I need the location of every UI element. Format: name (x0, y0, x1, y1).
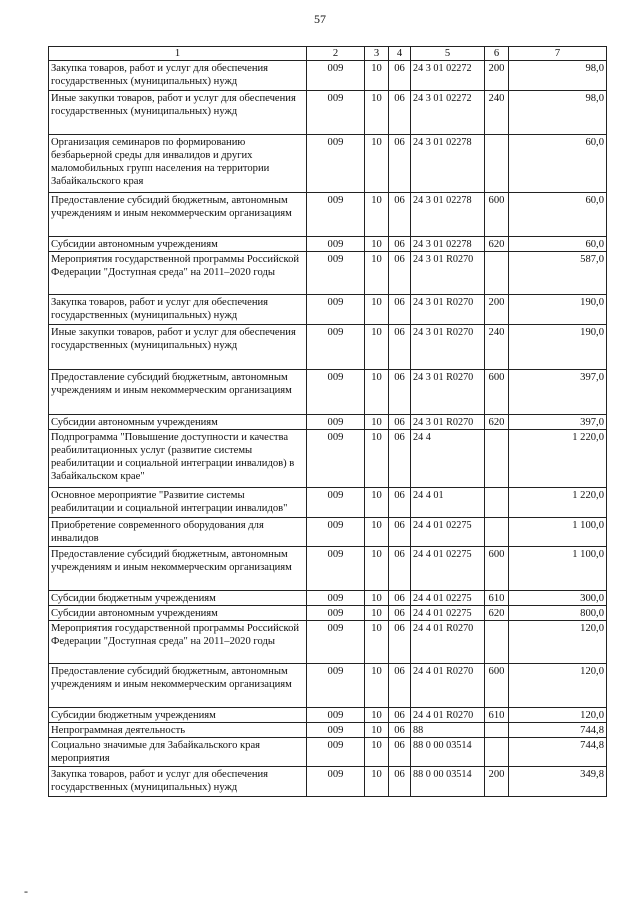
cell-rz: 10 (365, 547, 389, 591)
cell-pr: 06 (389, 295, 411, 325)
cell-csr: 24 4 01 R0270 (411, 708, 485, 723)
cell-pr: 06 (389, 370, 411, 415)
cell-vr: 610 (485, 591, 509, 606)
col-header-amount: 7 (509, 47, 607, 61)
cell-grbs: 009 (307, 193, 365, 237)
table-row (49, 91, 607, 135)
table-row (49, 295, 607, 325)
table-row (49, 738, 607, 767)
cell-amount: 98,0 (509, 91, 607, 135)
cell-csr: 24 3 01 R0270 (411, 415, 485, 430)
cell-amount: 397,0 (509, 415, 607, 430)
table-row (49, 370, 607, 415)
cell-csr: 24 4 01 02275 (411, 518, 485, 547)
cell-amount: 120,0 (509, 708, 607, 723)
cell-pr: 06 (389, 415, 411, 430)
cell-csr: 24 3 01 02272 (411, 91, 485, 135)
cell-csr: 88 (411, 723, 485, 738)
cell-rz: 10 (365, 415, 389, 430)
cell-name: Подпрограмма "Повышение доступности и качества реабилитационных услуг (развитие системы реабилитации и социальной интеграции инвалидов) в Забайкальском крае" (49, 430, 307, 488)
cell-amount: 1 220,0 (509, 430, 607, 488)
cell-pr: 06 (389, 91, 411, 135)
cell-name: Иные закупки товаров, работ и услуг для обеспечения государственных (муниципальных) нужд (49, 91, 307, 135)
cell-csr: 24 3 01 02272 (411, 61, 485, 91)
cell-grbs: 009 (307, 430, 365, 488)
cell-amount: 800,0 (509, 606, 607, 621)
cell-rz: 10 (365, 518, 389, 547)
cell-amount: 190,0 (509, 325, 607, 370)
cell-rz: 10 (365, 591, 389, 606)
cell-grbs: 009 (307, 606, 365, 621)
cell-csr: 24 3 01 R0270 (411, 252, 485, 295)
col-header-grbs: 2 (307, 47, 365, 61)
cell-pr: 06 (389, 767, 411, 797)
table-row (49, 621, 607, 664)
table-row (49, 415, 607, 430)
table-row (49, 488, 607, 518)
cell-rz: 10 (365, 135, 389, 193)
cell-amount: 98,0 (509, 61, 607, 91)
col-header-csr: 5 (411, 47, 485, 61)
cell-name: Закупка товаров, работ и услуг для обеспечения государственных (муниципальных) нужд (49, 767, 307, 797)
table-row (49, 252, 607, 295)
cell-grbs: 009 (307, 708, 365, 723)
cell-vr: 600 (485, 193, 509, 237)
cell-pr: 06 (389, 193, 411, 237)
table-row (49, 135, 607, 193)
cell-vr: 600 (485, 664, 509, 708)
cell-grbs: 009 (307, 252, 365, 295)
cell-name: Субсидии автономным учреждениям (49, 415, 307, 430)
cell-vr: 610 (485, 708, 509, 723)
table-body (49, 61, 607, 797)
cell-vr: 200 (485, 295, 509, 325)
table-row (49, 606, 607, 621)
cell-grbs: 009 (307, 91, 365, 135)
cell-vr (485, 738, 509, 767)
table-row (49, 664, 607, 708)
table-row (49, 193, 607, 237)
cell-vr: 200 (485, 767, 509, 797)
cell-rz: 10 (365, 767, 389, 797)
cell-grbs: 009 (307, 488, 365, 518)
cell-grbs: 009 (307, 135, 365, 193)
table-row (49, 767, 607, 797)
cell-rz: 10 (365, 325, 389, 370)
cell-vr: 620 (485, 606, 509, 621)
cell-grbs: 009 (307, 370, 365, 415)
cell-csr: 24 4 01 R0270 (411, 664, 485, 708)
cell-rz: 10 (365, 708, 389, 723)
cell-name: Субсидии автономным учреждениям (49, 606, 307, 621)
cell-amount: 60,0 (509, 193, 607, 237)
cell-name: Социально значимые для Забайкальского края мероприятия (49, 738, 307, 767)
cell-name: Закупка товаров, работ и услуг для обеспечения государственных (муниципальных) нужд (49, 61, 307, 91)
cell-amount: 349,8 (509, 767, 607, 797)
cell-vr: 200 (485, 61, 509, 91)
cell-rz: 10 (365, 738, 389, 767)
cell-name: Предоставление субсидий бюджетным, автономным учреждениям и иным некоммерческим организациям (49, 547, 307, 591)
cell-name: Основное мероприятие "Развитие системы реабилитации и социальной интеграции инвалидов" (49, 488, 307, 518)
cell-amount: 120,0 (509, 664, 607, 708)
col-header-pr: 4 (389, 47, 411, 61)
cell-csr: 24 4 01 (411, 488, 485, 518)
cell-grbs: 009 (307, 767, 365, 797)
cell-csr: 24 3 01 02278 (411, 193, 485, 237)
cell-rz: 10 (365, 606, 389, 621)
cell-csr: 24 4 01 02275 (411, 591, 485, 606)
cell-csr: 88 0 00 03514 (411, 738, 485, 767)
cell-pr: 06 (389, 252, 411, 295)
cell-name: Иные закупки товаров, работ и услуг для обеспечения государственных (муниципальных) нужд (49, 325, 307, 370)
cell-grbs: 009 (307, 61, 365, 91)
cell-csr: 24 4 01 R0270 (411, 621, 485, 664)
cell-name: Непрограммная деятельность (49, 723, 307, 738)
cell-rz: 10 (365, 237, 389, 252)
cell-rz: 10 (365, 252, 389, 295)
cell-amount: 397,0 (509, 370, 607, 415)
cell-amount: 300,0 (509, 591, 607, 606)
cell-pr: 06 (389, 430, 411, 488)
cell-amount: 744,8 (509, 723, 607, 738)
cell-csr: 24 3 01 02278 (411, 237, 485, 252)
cell-amount: 1 100,0 (509, 518, 607, 547)
cell-rz: 10 (365, 370, 389, 415)
table-row (49, 708, 607, 723)
cell-amount: 120,0 (509, 621, 607, 664)
cell-rz: 10 (365, 91, 389, 135)
cell-vr: 240 (485, 325, 509, 370)
cell-name: Приобретение современного оборудования для инвалидов (49, 518, 307, 547)
cell-csr: 24 4 (411, 430, 485, 488)
cell-pr: 06 (389, 591, 411, 606)
cell-rz: 10 (365, 430, 389, 488)
cell-name: Предоставление субсидий бюджетным, автономным учреждениям и иным некоммерческим организациям (49, 370, 307, 415)
cell-rz: 10 (365, 723, 389, 738)
cell-rz: 10 (365, 621, 389, 664)
table-row (49, 518, 607, 547)
cell-grbs: 009 (307, 723, 365, 738)
cell-name: Мероприятия государственной программы Российской Федерации "Доступная среда" на 2011–2020 годы (49, 621, 307, 664)
cell-rz: 10 (365, 193, 389, 237)
cell-name: Предоставление субсидий бюджетным, автономным учреждениям и иным некоммерческим организациям (49, 193, 307, 237)
cell-rz: 10 (365, 61, 389, 91)
cell-amount: 1 100,0 (509, 547, 607, 591)
cell-vr: 600 (485, 370, 509, 415)
cell-grbs: 009 (307, 415, 365, 430)
cell-amount: 744,8 (509, 738, 607, 767)
cell-pr: 06 (389, 606, 411, 621)
cell-rz: 10 (365, 488, 389, 518)
cell-csr: 24 3 01 R0270 (411, 295, 485, 325)
cell-vr: 620 (485, 415, 509, 430)
cell-rz: 10 (365, 295, 389, 325)
cell-pr: 06 (389, 325, 411, 370)
cell-pr: 06 (389, 518, 411, 547)
col-header-rz: 3 (365, 47, 389, 61)
cell-vr: 600 (485, 547, 509, 591)
col-header-name: 1 (49, 47, 307, 61)
cell-grbs: 009 (307, 591, 365, 606)
cell-grbs: 009 (307, 237, 365, 252)
cell-name: Закупка товаров, работ и услуг для обеспечения государственных (муниципальных) нужд (49, 295, 307, 325)
cell-vr: 620 (485, 237, 509, 252)
cell-rz: 10 (365, 664, 389, 708)
cell-csr: 88 0 00 03514 (411, 767, 485, 797)
footer-mark: - (24, 884, 28, 898)
cell-pr: 06 (389, 488, 411, 518)
cell-pr: 06 (389, 738, 411, 767)
cell-pr: 06 (389, 135, 411, 193)
col-header-vr: 6 (485, 47, 509, 61)
cell-pr: 06 (389, 664, 411, 708)
cell-grbs: 009 (307, 664, 365, 708)
table-row (49, 547, 607, 591)
cell-vr (485, 621, 509, 664)
header-row (49, 47, 607, 61)
cell-grbs: 009 (307, 547, 365, 591)
table-row (49, 325, 607, 370)
cell-vr (485, 723, 509, 738)
cell-pr: 06 (389, 237, 411, 252)
budget-table (48, 46, 607, 797)
cell-csr: 24 4 01 02275 (411, 606, 485, 621)
cell-amount: 190,0 (509, 295, 607, 325)
cell-amount: 587,0 (509, 252, 607, 295)
cell-grbs: 009 (307, 518, 365, 547)
cell-name: Субсидии автономным учреждениям (49, 237, 307, 252)
cell-amount: 60,0 (509, 237, 607, 252)
cell-csr: 24 3 01 R0270 (411, 370, 485, 415)
cell-vr (485, 135, 509, 193)
cell-pr: 06 (389, 621, 411, 664)
cell-grbs: 009 (307, 621, 365, 664)
cell-vr: 240 (485, 91, 509, 135)
table-row (49, 430, 607, 488)
cell-amount: 1 220,0 (509, 488, 607, 518)
cell-pr: 06 (389, 61, 411, 91)
cell-pr: 06 (389, 723, 411, 738)
table-row (49, 591, 607, 606)
cell-vr (485, 430, 509, 488)
cell-vr (485, 518, 509, 547)
cell-csr: 24 4 01 02275 (411, 547, 485, 591)
cell-csr: 24 3 01 02278 (411, 135, 485, 193)
cell-pr: 06 (389, 708, 411, 723)
cell-csr: 24 3 01 R0270 (411, 325, 485, 370)
cell-vr (485, 252, 509, 295)
cell-name: Субсидии бюджетным учреждениям (49, 708, 307, 723)
cell-vr (485, 488, 509, 518)
cell-name: Организация семинаров по формированию безбарьерной среды для инвалидов и других маломобильных групп населения на территории Забайкальского края (49, 135, 307, 193)
cell-name: Мероприятия государственной программы Российской Федерации "Доступная среда" на 2011–2020 годы (49, 252, 307, 295)
cell-grbs: 009 (307, 738, 365, 767)
cell-grbs: 009 (307, 325, 365, 370)
table-row (49, 723, 607, 738)
cell-name: Предоставление субсидий бюджетным, автономным учреждениям и иным некоммерческим организациям (49, 664, 307, 708)
cell-grbs: 009 (307, 295, 365, 325)
cell-pr: 06 (389, 547, 411, 591)
table-row (49, 61, 607, 91)
cell-name: Субсидии бюджетным учреждениям (49, 591, 307, 606)
cell-amount: 60,0 (509, 135, 607, 193)
page-number: 57 (314, 12, 326, 26)
table-row (49, 237, 607, 252)
